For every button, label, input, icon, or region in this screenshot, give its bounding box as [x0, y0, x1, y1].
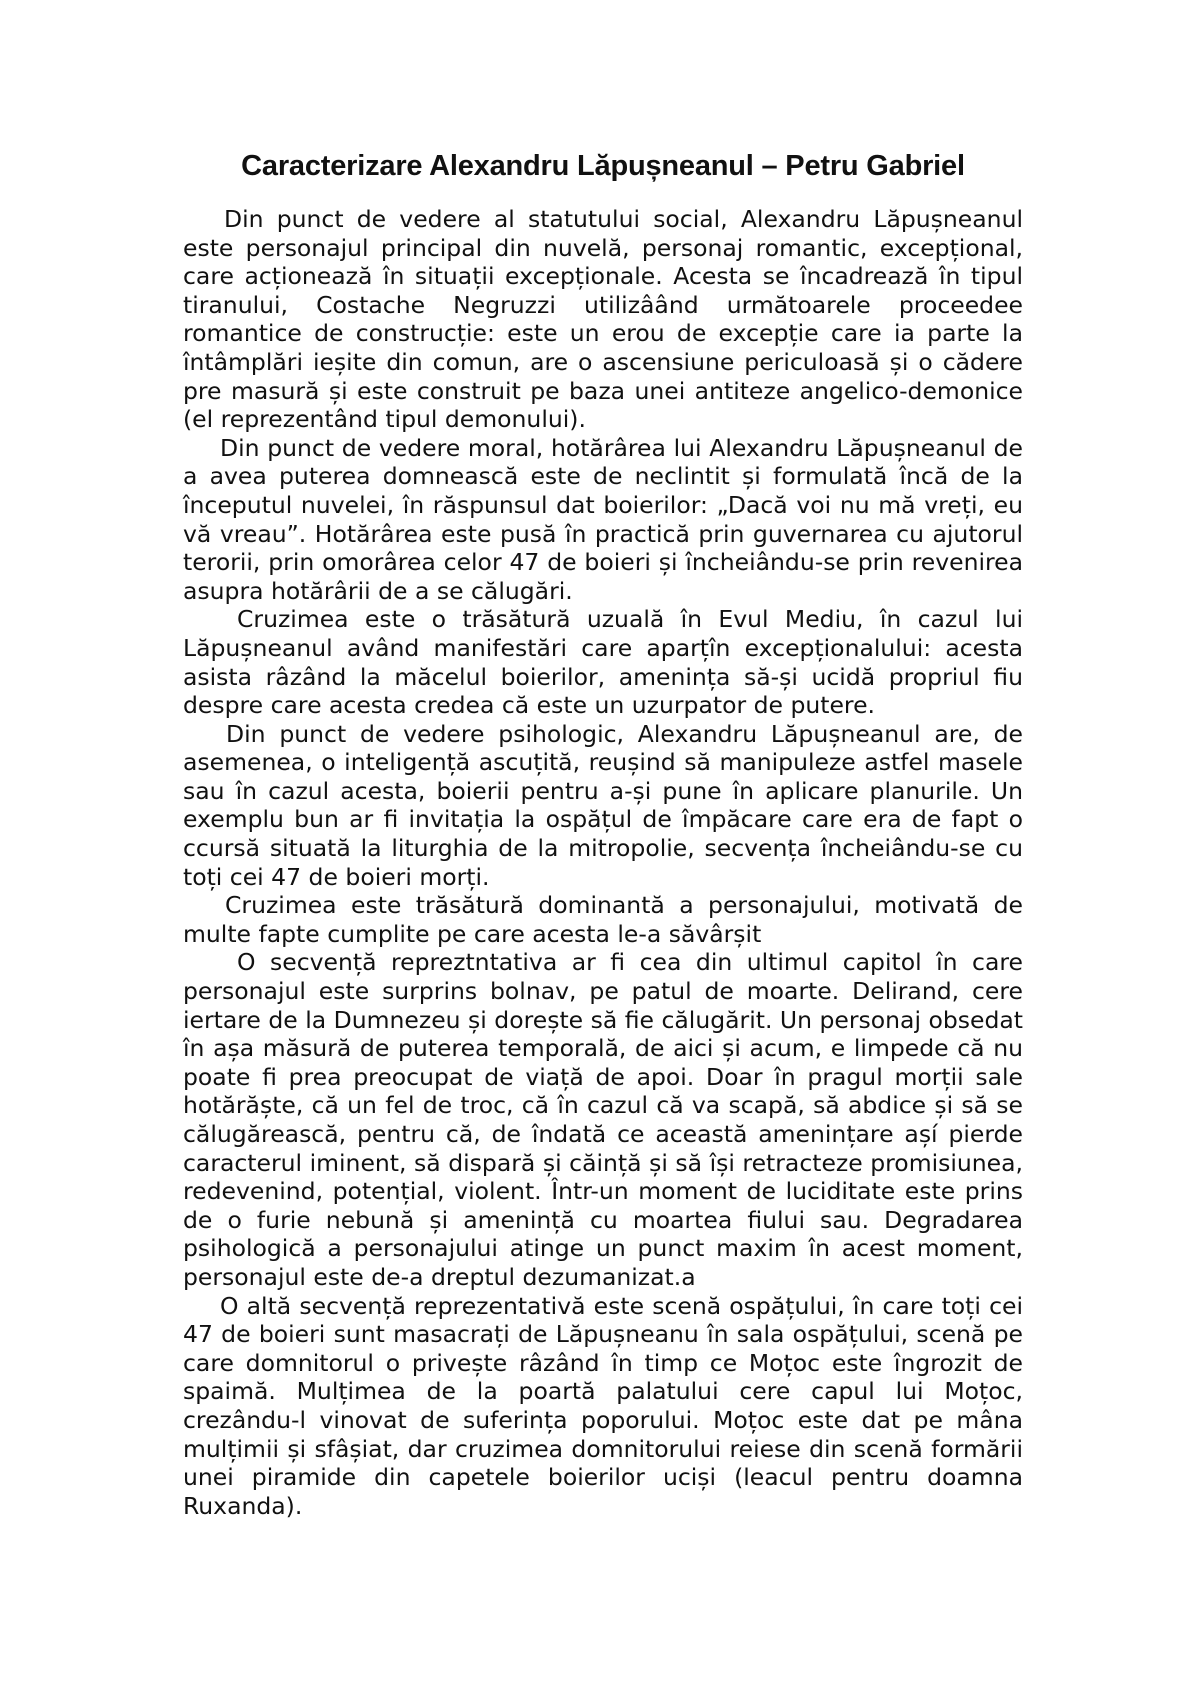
paragraph-psychological: Din punct de vedere psihologic, Alexandru Lăpușneanul are, de asemenea, o inteligență ascuțită, reușind să manipuleze astfel masele sau în cazul acesta, boierii pentru a-și pune în aplicare planurile. Un exemplu bun ar fi invitația la ospățul de împăcare care era de fapt o ccursă situată la liturghia de la mitropolie, secvența încheiându-se cu toți cei 47 de boieri morți. — [183, 719, 1023, 891]
document-page — [183, 150, 1023, 1520]
paragraph-final-chapter: O secvență repreztntativa ar fi cea din ultimul capitol în care personajul este surprins bolnav, pe patul de moarte. Delirand, cere iertare de la Dumnezeu și dorește să fie călugărit. Un personaj obsedat în așa măsură de puterea temporală, de aici și acum, e limpede că nu poate fi prea preocupat de viață de apoi. Doar în pragul morții sale hotărăște, că un fel de troc, că în cazul că va scapă, să abdice și să se călugărească, pentru că, de îndată ce această amenințare așí pierde caracterul iminent, să dispară și căință și să își retracteze promisiunea, redevenind, potențial, violent. Într-un moment de luciditate este prins de o furie nebună și amenință cu moartea fiului sau. Degradarea psihologică a personajului atinge un punct maxim în acest moment, personajul este de-a dreptul dezumanizat.a — [183, 948, 1023, 1291]
document-title: Caracterizare Alexandru Lăpușneanul – Petru Gabriel — [241, 150, 965, 182]
paragraph-moral: Din punct de vedere moral, hotărârea lui Alexandru Lăpușneanul de a avea puterea domnească este de neclintit și formulată încă de la începutul nuvelei, în răspunsul dat boierilor: „Dacă voi nu mă vreți, eu vă vreau”. Hotărârea este pusă în practică prin guvernarea cu ajutorul terorii, prin omorârea celor 47 de boieri și încheiându-se prin revenirea asupra hotărârii de a se călugări. — [183, 433, 1023, 605]
paragraph-feast-scene: O altă secvență reprezentativă este scenă ospățului, în care toți cei 47 de boieri sunt masacrați de Lăpușneanu în sala ospățului, scenă pe care domnitorul o privește râzând în timp ce Moțoc este îngrozit de spaimă. Mulțimea de la poartă palatului cere capul lui Moțoc, crezându-l vinovat de suferința poporului. Moțoc este dat pe mâna mulțimii și sfâșiat, dar cruzimea domnitorului reiese din scenă formării unei piramide din capetele boierilor uciși (leacul pentru doamna Ruxanda). — [183, 1291, 1023, 1520]
paragraph-dominant-trait: Cruzimea este trăsătură dominantă a personajului, motivată de multe fapte cumplite pe care acesta le-a săvârșit — [183, 891, 1023, 948]
paragraph-cruelty-middle-ages: Cruzimea este o trăsătură uzuală în Evul Mediu, în cazul lui Lăpușneanul având manifestări care aparțîn excepționalului: acesta asista râzând la măcelul boierilor, amenința să-și ucidă propriul fiu despre care acesta credea că este un uzurpator de putere. — [183, 605, 1023, 720]
paragraph-social-status: Din punct de vedere al statutului social, Alexandru Lăpușneanul este personajul principal din nuvelă, personaj romantic, excepțional, care acționează în situații excepționale. Acesta se încadrează în tipul tiranului, Costache Negruzzi utilizâând următoarele proceedee romantice de construcție: este un erou de excepție care ia parte la întâmplări ieșite din comun, are o ascensiune periculoasă și o cădere pre masură și este construit pe baza unei antiteze angelico-demonice (el reprezentând tipul demonului). — [183, 205, 1023, 434]
